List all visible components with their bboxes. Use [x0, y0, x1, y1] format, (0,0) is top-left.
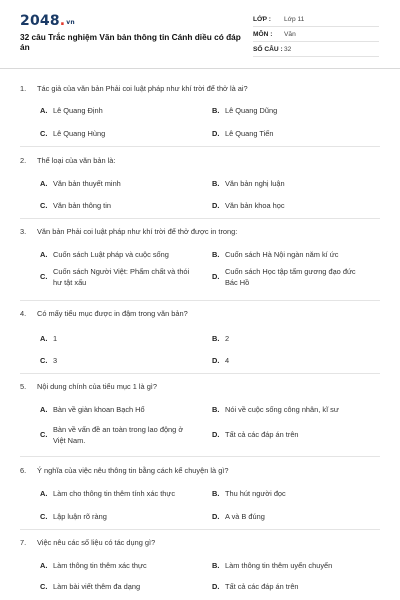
logo-dot: . [59, 13, 66, 29]
page-title: 32 câu Trắc nghiệm Văn bản thông tin Cánh diều có đáp án [20, 32, 241, 52]
meta-count-key: SỐ CÂU : [253, 46, 283, 53]
option-text: Thu hút người đọc [225, 489, 286, 498]
option-text: Cuốn sách Học tập tấm gương đạo đức [225, 267, 356, 276]
option-letter: D. [212, 201, 220, 210]
question-text: Tác giả của văn bản Phải coi luật pháp như khí trời để thở là ai? [37, 84, 248, 93]
option-letter: C. [40, 129, 48, 138]
option-text: Nói về cuộc sống công nhân, kĩ sư [225, 405, 339, 414]
option-letter: A. [40, 489, 48, 498]
question-text: Có mấy tiểu mục được in đậm trong văn bản? [37, 309, 188, 318]
option-text: Lê Quang Dũng [225, 106, 278, 115]
question-3 [20, 227, 237, 236]
answer-option-6-d[interactable] [212, 512, 377, 523]
option-text: Tất cả các đáp án trên [225, 430, 299, 439]
option-letter: D. [212, 129, 220, 138]
option-text: Cuốn sách Người Việt: Phẩm chất và thói [53, 267, 190, 276]
option-letter: B. [212, 250, 220, 259]
question-divider [20, 146, 380, 147]
answer-option-7-b[interactable] [212, 561, 377, 572]
option-text: Bác Hồ [225, 277, 250, 287]
option-letter: B. [212, 179, 220, 188]
option-letter: A. [40, 179, 48, 188]
question-5 [20, 382, 157, 391]
option-text: Lập luận rõ ràng [53, 512, 107, 521]
answer-option-5-d[interactable] [212, 430, 377, 441]
option-text: 3 [53, 356, 58, 365]
answer-option-1-c[interactable] [40, 129, 205, 140]
option-text: 2 [225, 334, 230, 343]
option-text: Lê Quang Hùng [53, 129, 106, 138]
option-text: 4 [225, 356, 230, 365]
meta-class-key: LỚP : [253, 16, 271, 23]
meta-subject-value: Văn [284, 31, 296, 38]
option-letter: D. [212, 430, 220, 439]
option-letter: C. [40, 201, 48, 210]
answer-option-5-b[interactable] [212, 405, 377, 416]
question-number: 6. [20, 466, 27, 475]
option-letter: C. [40, 512, 48, 521]
question-text: Văn bản Phải coi luật pháp như khí trời để thở được in trong: [37, 227, 238, 236]
answer-option-1-b[interactable] [212, 106, 377, 117]
option-text: Cuốn sách Luật pháp và cuộc sống [53, 250, 169, 259]
option-text: Làm thông tin thêm uyển chuyển [225, 561, 333, 570]
logo-suffix: vn [66, 19, 75, 26]
meta-class [253, 14, 379, 27]
answer-option-7-a[interactable] [40, 561, 205, 572]
answer-option-5-c[interactable] [40, 425, 205, 446]
option-text: 1 [53, 334, 58, 343]
answer-option-6-a[interactable] [40, 489, 205, 500]
answer-option-4-d[interactable] [212, 356, 377, 367]
option-text: Văn bản khoa học [225, 201, 285, 210]
question-divider [20, 300, 380, 301]
question-4 [20, 309, 188, 318]
question-divider [20, 218, 380, 219]
answer-option-2-d[interactable] [212, 201, 377, 212]
answer-option-1-d[interactable] [212, 129, 377, 140]
option-letter: B. [212, 405, 220, 414]
option-letter: B. [212, 334, 220, 343]
option-letter: A. [40, 106, 48, 115]
question-1 [20, 84, 248, 93]
option-text: Cuốn sách Hà Nội ngàn năm kí ức [225, 250, 339, 259]
meta-subject [253, 29, 379, 42]
question-7 [20, 538, 155, 547]
option-text: Việt Nam. [53, 435, 86, 445]
question-divider [20, 529, 380, 530]
option-letter: D. [212, 582, 220, 591]
answer-option-3-b[interactable] [212, 250, 377, 261]
answer-option-1-a[interactable] [40, 106, 205, 117]
option-letter: C. [40, 582, 48, 591]
answer-option-4-c[interactable] [40, 356, 205, 367]
option-text: hư tật xấu [53, 277, 87, 287]
answer-option-7-d[interactable] [212, 582, 377, 593]
answer-option-2-a[interactable] [40, 179, 205, 190]
option-letter: A. [40, 250, 48, 259]
question-number: 3. [20, 227, 27, 236]
option-text: Làm cho thông tin thêm tính xác thực [53, 489, 176, 498]
question-number: 7. [20, 538, 27, 547]
answer-option-4-b[interactable] [212, 334, 377, 345]
option-letter: D. [212, 272, 220, 281]
logo-main: 2048 [20, 13, 60, 29]
option-letter: D. [212, 512, 220, 521]
option-letter: C. [40, 356, 48, 365]
question-text: Việc nêu các số liệu có tác dụng gì? [37, 538, 156, 547]
answer-option-7-c[interactable] [40, 582, 205, 593]
meta-class-value: Lớp 11 [284, 16, 305, 23]
meta-count [253, 44, 379, 57]
question-divider [20, 456, 380, 457]
option-letter: A. [40, 405, 48, 414]
question-2 [20, 156, 115, 165]
answer-option-2-c[interactable] [40, 201, 205, 212]
question-number: 4. [20, 309, 27, 318]
answer-option-5-a[interactable] [40, 405, 205, 416]
option-text: A và B đúng [225, 512, 265, 521]
answer-option-4-a[interactable] [40, 334, 205, 345]
option-letter: D. [212, 356, 220, 365]
question-text: Thể loại của văn bản là: [37, 156, 116, 165]
option-text: Làm thông tin thêm xác thực [53, 561, 147, 570]
option-text: Văn bản thuyết minh [53, 179, 121, 188]
option-letter: C. [40, 272, 48, 281]
question-number: 2. [20, 156, 27, 165]
option-text: Lê Quang Tiến [225, 129, 274, 138]
option-letter: B. [212, 561, 220, 570]
option-text: Bàn về giàn khoan Bạch Hổ [53, 405, 145, 414]
question-number: 5. [20, 382, 27, 391]
answer-option-3-a[interactable] [40, 250, 205, 261]
option-letter: A. [40, 561, 48, 570]
answer-option-6-b[interactable] [212, 489, 377, 500]
question-text: Ý nghĩa của việc nêu thông tin bằng cách kể chuyện là gì? [37, 466, 229, 475]
option-letter: C. [40, 430, 48, 439]
site-logo[interactable] [20, 14, 75, 30]
option-letter: A. [40, 334, 48, 343]
option-letter: B. [212, 489, 220, 498]
answer-option-3-d[interactable] [212, 267, 377, 288]
question-text: Nội dung chính của tiểu mục 1 là gì? [37, 382, 157, 391]
answer-option-2-b[interactable] [212, 179, 377, 190]
option-text: Tất cả các đáp án trên [225, 582, 299, 591]
option-text: Bàn về vấn đề an toàn trong lao động ở [53, 425, 184, 434]
question-divider [20, 373, 380, 374]
option-text: Lê Quang Định [53, 106, 103, 115]
option-text: Làm bài viết thêm đa dạng [53, 582, 141, 591]
meta-subject-key: MÔN : [253, 31, 273, 38]
question-number: 1. [20, 84, 27, 93]
page-header [0, 0, 400, 69]
meta-count-value: 32 [284, 46, 292, 53]
answer-option-3-c[interactable] [40, 267, 205, 288]
option-letter: B. [212, 106, 220, 115]
option-text: Văn bản thông tin [53, 201, 111, 210]
question-6 [20, 466, 228, 475]
answer-option-6-c[interactable] [40, 512, 205, 523]
option-text: Văn bản nghị luận [225, 179, 285, 188]
